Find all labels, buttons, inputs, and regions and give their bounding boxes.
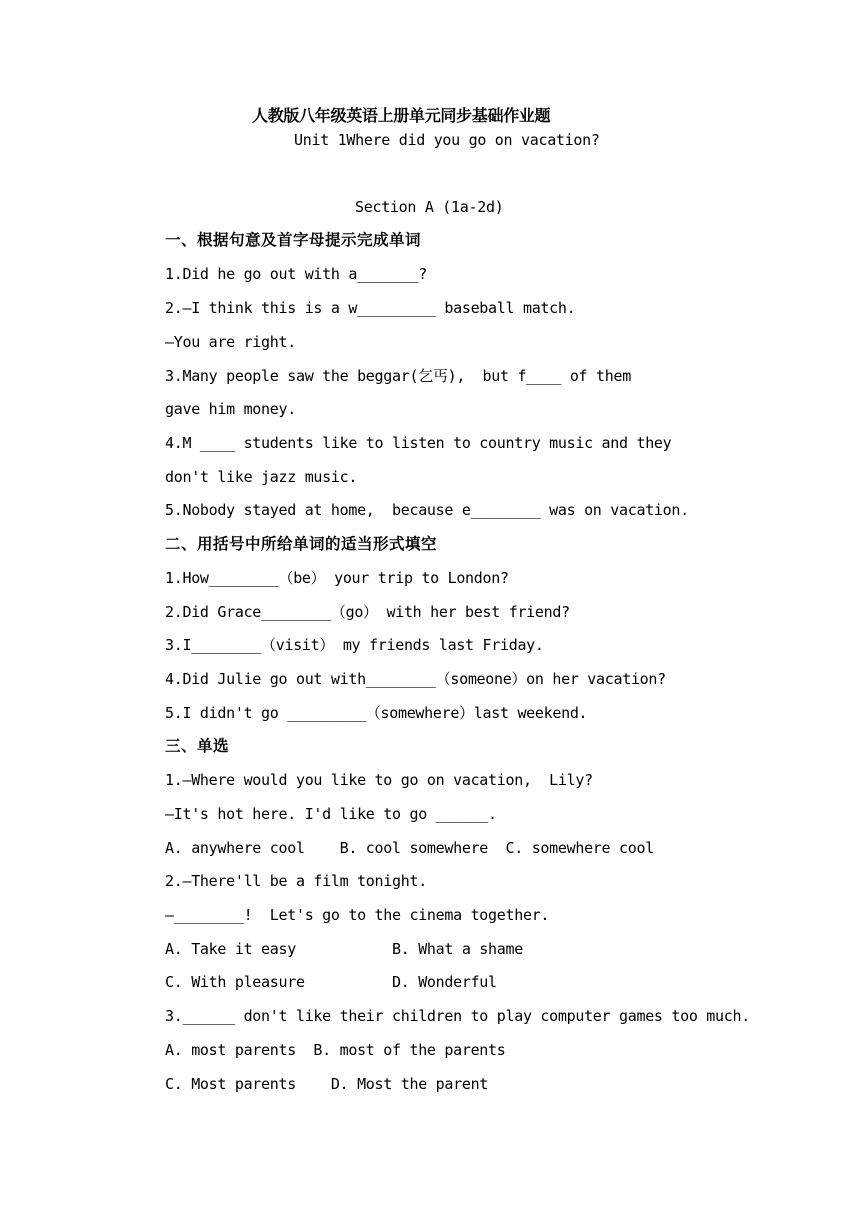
question-line: —________! Let's go to the cinema together. xyxy=(165,906,550,924)
question-line: 4.Did Julie go out with________（someone）on her vacation? xyxy=(165,670,666,688)
question-line: —It's hot here. I'd like to go ______. xyxy=(165,805,497,823)
section-heading-multiple-choice: 三、单选 xyxy=(165,737,230,755)
question-line: 3.I________（visit） my friends last Friday. xyxy=(165,636,544,654)
question-line: 1.—Where would you like to go on vacation, Lily? xyxy=(165,771,593,789)
question-line: 5.I didn't go _________（somewhere）last weekend. xyxy=(165,704,588,722)
answer-options: A. Take it easy B. What a shame xyxy=(165,940,523,958)
section-title: Section A (1a-2d) xyxy=(355,198,504,216)
question-line: 3.Many people saw the beggar(乞丐), but f____ of them xyxy=(165,367,631,385)
question-line: 2.—There'll be a film tonight. xyxy=(165,872,427,890)
answer-options: A. most parents B. most of the parents xyxy=(165,1041,506,1059)
question-line: 2.Did Grace________（go） with her best friend? xyxy=(165,603,570,621)
question-line: 1.Did he go out with a_______? xyxy=(165,265,427,283)
answer-options: A. anywhere cool B. cool somewhere C. somewhere cool xyxy=(165,839,654,857)
question-line: —You are right. xyxy=(165,333,296,351)
question-line: 1.How________（be） your trip to London? xyxy=(165,569,509,587)
answer-options: C. With pleasure D. Wonderful xyxy=(165,973,497,991)
section-heading-word-forms: 二、用括号中所给单词的适当形式填空 xyxy=(165,535,438,553)
question-line: 4.M ____ students like to listen to country music and they xyxy=(165,434,672,452)
question-line: 5.Nobody stayed at home, because e________ was on vacation. xyxy=(165,501,689,519)
unit-title: Unit 1Where did you go on vacation? xyxy=(294,131,600,149)
document-title: 人教版八年级英语上册单元同步基础作业题 xyxy=(252,106,551,125)
answer-options: C. Most parents D. Most the parent xyxy=(165,1075,489,1093)
section-heading-word-completion: 一、根据句意及首字母提示完成单词 xyxy=(165,231,422,249)
question-line: gave him money. xyxy=(165,400,296,418)
question-line: don't like jazz music. xyxy=(165,468,358,486)
question-line: 3.______ don't like their children to play computer games too much. xyxy=(165,1007,750,1025)
question-line: 2.—I think this is a w_________ baseball match. xyxy=(165,299,576,317)
